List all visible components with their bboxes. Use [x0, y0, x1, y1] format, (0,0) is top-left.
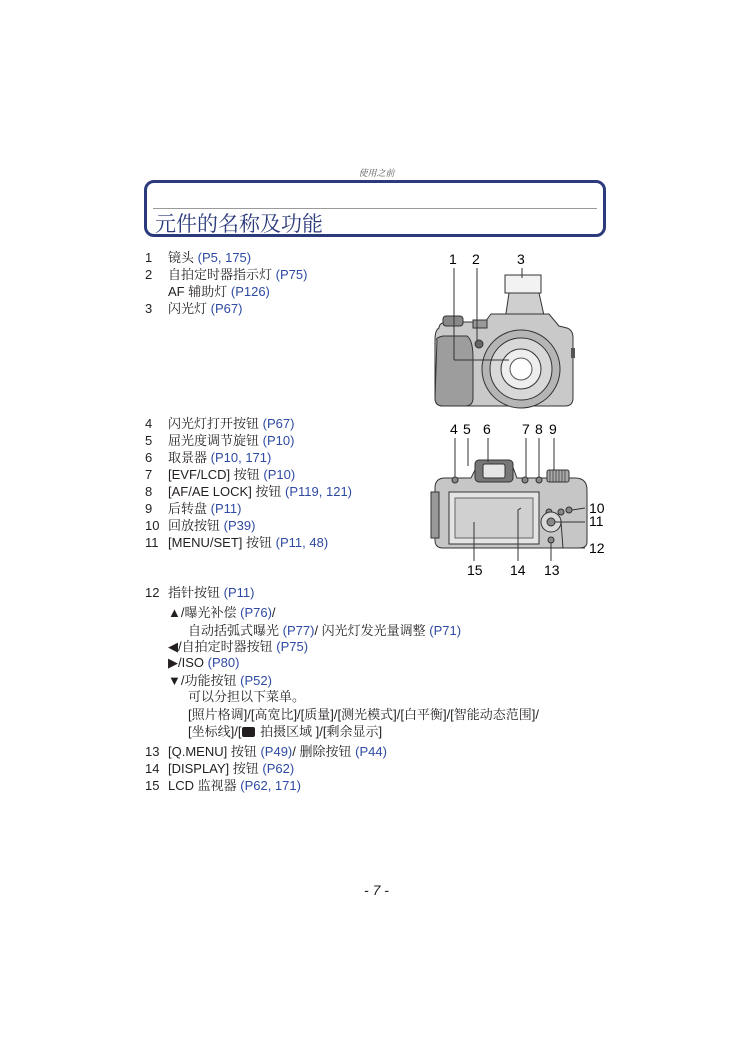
arrow-right-icon: ▶/: [168, 655, 182, 670]
sub-item-left: ◀/自拍定时器按钮 (P75): [168, 639, 309, 654]
svg-text:11: 11: [589, 513, 604, 529]
page-ref-link[interactable]: (P62): [262, 761, 295, 776]
description: [照片格调]/[高宽比]/[质量]/[测光模式]/[白平衡]/[智能动态范围]/: [188, 707, 540, 722]
page-title: 元件的名称及功能: [155, 212, 323, 236]
svg-text:14: 14: [510, 562, 526, 578]
page-ref-link[interactable]: (P49): [260, 744, 293, 759]
page-ref-link[interactable]: (P5, 175): [197, 250, 252, 265]
svg-text:7: 7: [522, 421, 530, 437]
page-ref-link[interactable]: (P76): [240, 605, 272, 620]
page-ref-link[interactable]: (P119, 121): [285, 484, 353, 499]
page-ref-link[interactable]: (P126): [230, 284, 270, 299]
svg-text:8: 8: [535, 421, 543, 437]
title-box: [144, 180, 606, 237]
page-ref-link[interactable]: (P75): [276, 639, 309, 654]
title-rule: [153, 208, 597, 209]
page-ref-link[interactable]: (P10): [262, 433, 295, 448]
page-ref-link[interactable]: (P10, 171): [210, 450, 272, 465]
svg-text:13: 13: [544, 562, 560, 578]
arrow-left-icon: ◀/: [168, 639, 182, 654]
description: 可以分担以下菜单。: [188, 689, 306, 704]
sub-item-right: ▶/ISO (P80): [168, 655, 240, 670]
page-ref-link[interactable]: (P44): [355, 744, 387, 759]
page-ref-link[interactable]: (P75): [275, 267, 308, 282]
svg-text:15: 15: [467, 562, 483, 578]
sub-item-up-2: 自动括弧式曝光 (P77)/ 闪光灯发光量调整 (P71): [188, 623, 462, 638]
page-ref-link[interactable]: (P11): [210, 501, 242, 516]
svg-text:4: 4: [450, 421, 458, 437]
svg-text:12: 12: [589, 540, 605, 556]
parts-list-rear: 4 闪光灯打开按钮 (P67) 5 屈光度调节旋钮 (P10) 6 取景器 (P10, 171) 7 [EVF/LCD] 按钮 (P10) 8 [AF/AE LOCK] 按钮 (P119, 121) 9 后转盘 (P11) 10 回放按钮 (P39) 11 [MENU/SET] 按钮 (P11, 48): [145, 416, 353, 550]
page-ref-link[interactable]: (P52): [240, 673, 272, 688]
pointer-button-section: 12 指针按钮 (P11) ▲/曝光补偿 (P76)/ 自动括弧式曝光 (P77)/ 闪光灯发光量调整 (P71) ◀/自拍定时器按钮 (P75) ▶/ISO (P80) ▼/功能按钮 (P52) 可以分担以下菜单。 [照片格调]/[高宽比]/[质量]/[测光模式]/[白平衡]/[智能动态范围]/ [坐标线]/[ 拍摄区域 ]/[剩余显示]: [145, 585, 540, 739]
page-ref-link[interactable]: (P77): [282, 623, 315, 638]
arrow-up-icon: ▲/: [168, 605, 185, 620]
shooting-area-icon: [242, 727, 255, 737]
description: [坐标线]/[ 拍摄区域 ]/[剩余显示]: [188, 724, 383, 739]
page-ref-link[interactable]: (P67): [210, 301, 243, 316]
camera-rear-diagram: [425, 418, 610, 583]
page-ref-link[interactable]: (P80): [207, 655, 240, 670]
page-ref-link[interactable]: (P10): [263, 467, 296, 482]
page-ref-link[interactable]: (P71): [429, 623, 462, 638]
arrow-down-icon: ▼/: [168, 673, 185, 688]
svg-text:9: 9: [549, 421, 557, 437]
sub-item-down: ▼/功能按钮 (P52): [168, 673, 272, 688]
svg-text:2: 2: [472, 251, 480, 267]
sub-item-up: ▲/曝光补偿 (P76)/: [168, 605, 276, 620]
camera-front-diagram: [425, 248, 585, 413]
page-number: - 7 -: [364, 882, 389, 898]
svg-text:10: 10: [589, 500, 605, 516]
page-ref-link[interactable]: (P62, 171): [240, 778, 301, 793]
svg-text:1: 1: [449, 251, 457, 267]
page-ref-link[interactable]: (P11, 48): [275, 535, 329, 550]
svg-text:3: 3: [517, 251, 525, 267]
section-header: 使用之前: [358, 169, 395, 179]
page-ref-link[interactable]: (P39): [223, 518, 256, 533]
svg-text:6: 6: [483, 421, 491, 437]
page-ref-link[interactable]: (P11): [223, 585, 255, 600]
svg-text:5: 5: [463, 421, 471, 437]
parts-list-front: 1 镜头 (P5, 175) 2 自拍定时器指示灯 (P75) AF 辅助灯 (P126) 3 闪光灯 (P67): [145, 250, 308, 316]
page-ref-link[interactable]: (P67): [262, 416, 295, 431]
parts-list-buttons: 13 [Q.MENU] 按钮 (P49)/ 删除按钮 (P44) 14 [DISPLAY] 按钮 (P62) 15 LCD 监视器 (P62, 171): [145, 744, 387, 793]
